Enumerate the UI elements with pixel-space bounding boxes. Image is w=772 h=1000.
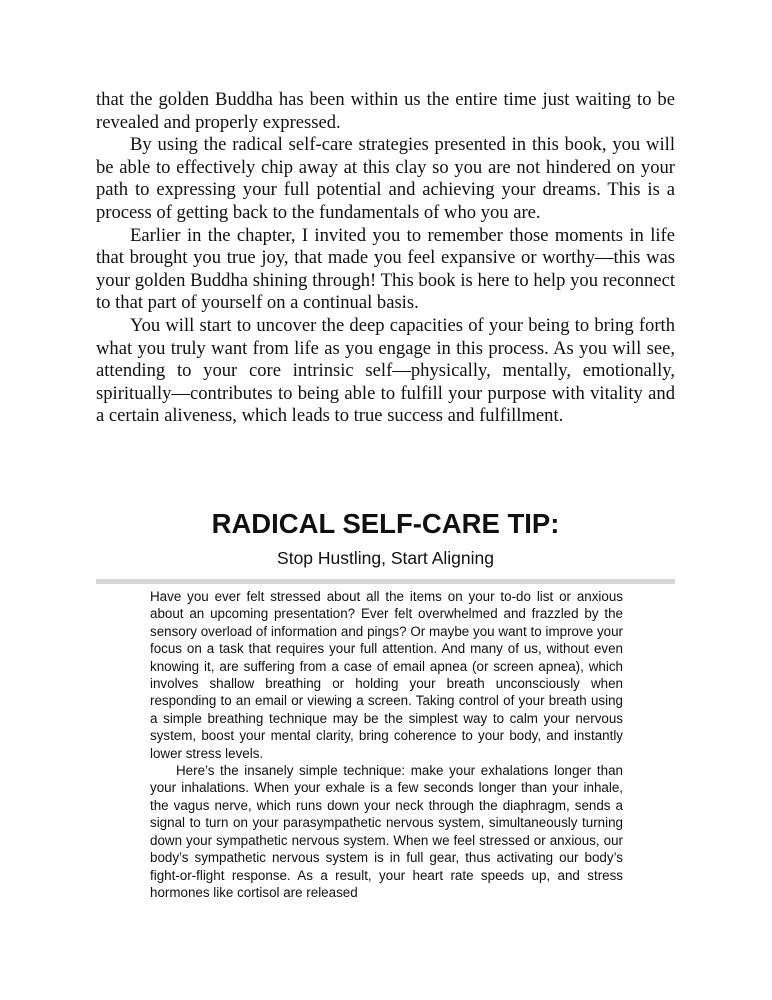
tip-body xyxy=(150,588,623,901)
body-text xyxy=(96,89,675,428)
tip-title: RADICAL SELF-CARE TIP: xyxy=(211,508,560,539)
body-paragraph: By using the radical self-care strategies presented in this book, you will be able to effectively chip away at this clay so you are not hindered on your path to expressing your full potential and achieving your dreams. This is a process of getting back to the fundamentals of who you are. xyxy=(96,134,675,223)
tip-paragraph: Here’s the insanely simple technique: make your exhalations longer than your inhalations. When your exhale is a few seconds longer than your inhale, the vagus nerve, which runs down your neck through the diaphragm, sends a signal to turn on your parasympathetic nervous system, simultaneously turning down your sympathetic nervous system. When we feel stressed or anxious, our body’s sympathetic nervous system is in full gear, thus activating our body’s fight-or-flight response. As a result, your heart rate speeds up, and stress hormones like cortisol are released xyxy=(150,763,623,900)
tip-divider xyxy=(96,579,675,584)
body-paragraph: You will start to uncover the deep capacities of your being to bring forth what you truly want from life as you engage in this process. As you will see, attending to your core intrinsic self—physically, mentally, emotionally, spiritually—contributes to being able to fulfill your purpose with vitality and a certain aliveness, which leads to true success and fulfillment. xyxy=(96,314,675,427)
body-paragraph: Earlier in the chapter, I invited you to remember those moments in life that brought you true joy, that made you feel expansive or worthy—this was your golden Buddha shining through! This book is here to help you reconnect to that part of yourself on a continual basis. xyxy=(96,224,675,314)
body-paragraph: that the golden Buddha has been within us the entire time just waiting to be revealed and properly expressed. xyxy=(96,89,675,133)
tip-subtitle: Stop Hustling, Start Aligning xyxy=(277,548,494,568)
tip-paragraph: Have you ever felt stressed about all the items on your to-do list or anxious about an upcoming presentation? Ever felt overwhelmed and frazzled by the sensory overload of information and pings? Or maybe you want to improve your focus on a task that requires your full attention. And many of us, without even knowing it, are suffering from a case of email apnea (or screen apnea), which involves shallow breathing or holding your breath unconsciously when responding to an email or viewing a screen. Taking control of your breath using a simple breathing technique may be the simplest way to calm your nervous system, boost your mental clarity, bring coherence to your body, and instantly lower stress levels. xyxy=(150,589,623,761)
